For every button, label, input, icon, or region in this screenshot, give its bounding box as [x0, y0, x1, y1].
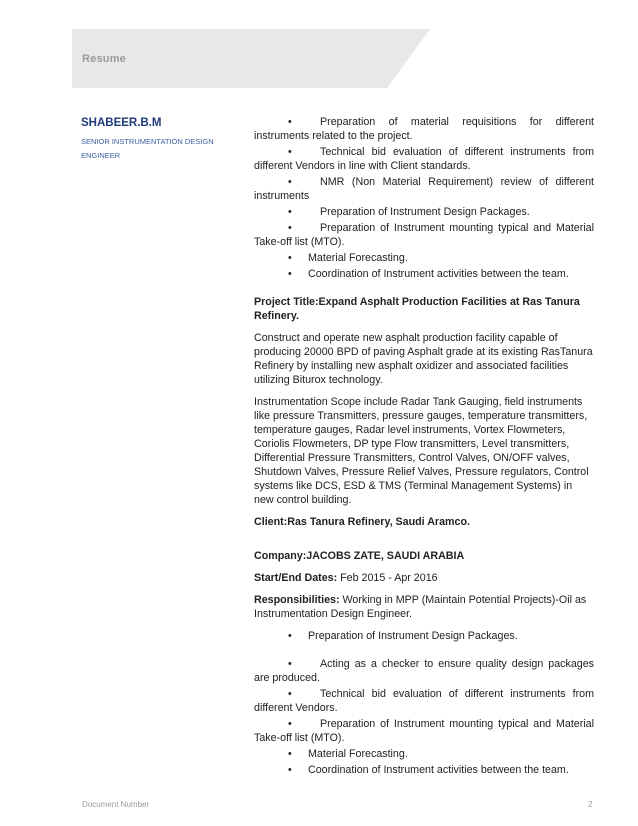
list-item: •Acting as a checker to ensure quality design packages are produced. — [254, 657, 594, 685]
main-content — [254, 115, 594, 779]
page-number: 2 — [588, 800, 593, 809]
project-client: Client:Ras Tanura Refinery, Saudi Aramco. — [254, 516, 470, 528]
person-name: SHABEER.B.M — [81, 117, 162, 129]
list-item: •Preparation of Instrument Design Packages. — [254, 205, 594, 219]
project-scope: Instrumentation Scope include Radar Tank Gauging, field instruments like pressure Transmitters, pressure gauges, temperature transmitters, temperature gauges, Radar level instruments, Vortex Flowmeters, Coriolis Flowmeters, DP type Flow transmitters, Level transmitters, Differential Pressure Transmitters, Control Valves, ON/OFF valves, Shutdown Valves, Pressure Relief Valves, Pressure regulators, Control systems like DCS, ESD & TMS (Terminal Management Systems) in new control building. — [254, 396, 589, 506]
list-item: •Preparation of Instrument mounting typical and Material Take-off list (MTO). — [254, 717, 594, 745]
list-item: •Material Forecasting. — [254, 747, 594, 761]
project-description: Construct and operate new asphalt production facility capable of producing 20000 BPD of paving Asphalt grade at its existing RasTanura Refinery by installing new asphalt oxidizer and associated facilities utilizing Biturox technology. — [254, 332, 593, 386]
list-item: •Preparation of material requisitions for different instruments related to the project. — [254, 115, 594, 143]
company-name: Company:JACOBS ZATE, SAUDI ARABIA — [254, 550, 465, 562]
list-item: •Coordination of Instrument activities between the team. — [254, 763, 594, 777]
list-item: •Technical bid evaluation of different instruments from different Vendors. — [254, 687, 594, 715]
person-role-line2: ENGINEER — [81, 151, 121, 160]
project-title: Project Title:Expand Asphalt Production Facilities at Ras Tanura Refinery. — [254, 296, 580, 322]
company-responsibilities: Responsibilities: Working in MPP (Maintain Potential Projects)-Oil as Instrumentation Design Engineer. — [254, 594, 587, 620]
list-item: •Preparation of Instrument Design Packages. — [254, 629, 594, 643]
profile-column — [81, 117, 241, 163]
company-dates: Start/End Dates: Feb 2015 - Apr 2016 — [254, 572, 438, 584]
document-number: Document Number — [82, 800, 150, 809]
list-item: •Preparation of Instrument mounting typical and Material Take-off list (MTO). — [254, 221, 594, 249]
list-item: •NMR (Non Material Requirement) review of different instruments — [254, 175, 594, 203]
list-item: •Technical bid evaluation of different instruments from different Vendors in line with Client standards. — [254, 145, 594, 173]
header-title: Resume — [82, 53, 126, 65]
list-item: •Material Forecasting. — [254, 251, 594, 265]
list-item: •Coordination of Instrument activities between the team. — [254, 267, 594, 281]
person-role-line1: SENIOR INSTRUMENTATION DESIGN — [81, 137, 214, 146]
